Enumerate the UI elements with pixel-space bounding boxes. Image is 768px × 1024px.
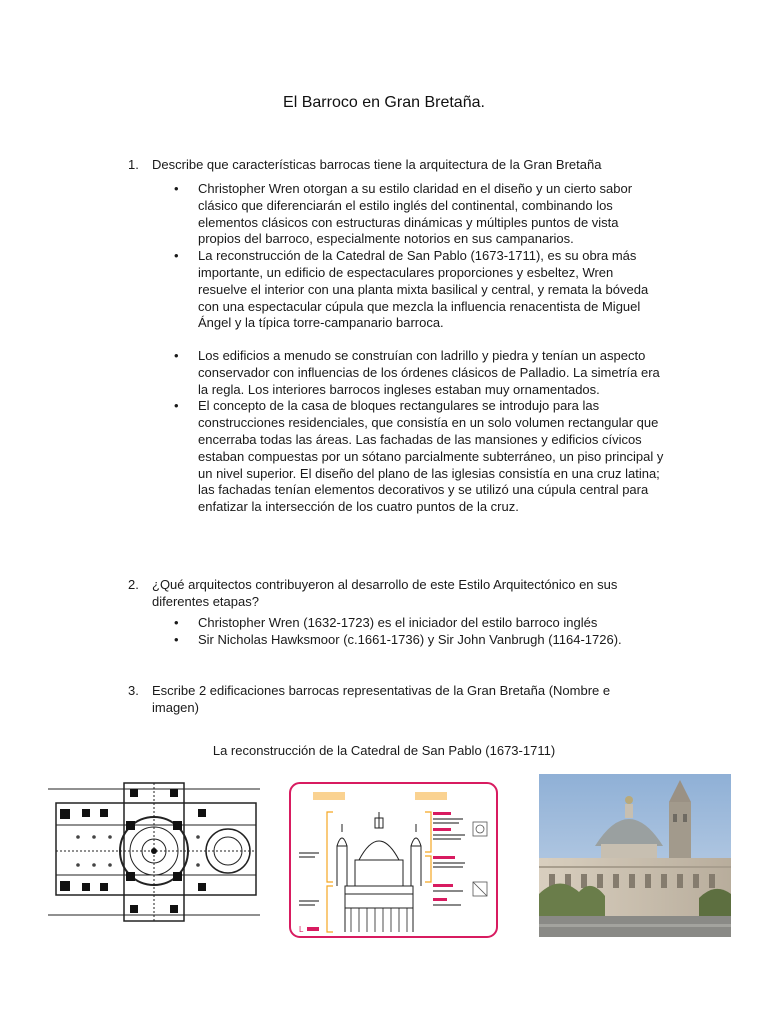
question-text: Describe que características barrocas tiene la arquitectura de la Gran Bretaña: [152, 157, 602, 172]
svg-text:L: L: [299, 925, 304, 934]
question-1-bullets-continued: [174, 348, 664, 516]
list-item: • Christopher Wren otorgan a su estilo claridad en el diseño y un cierto sabor clásico que diferenciarán el estilo inglés del continental, combinando los elementos clásicos con estructuras dinámicas y múltiples puntos de vista propios del barroco, especialmente notorios en sus campanarios.: [174, 181, 633, 247]
question-text: Escribe 2 edificaciones barrocas representativas de la Gran Bretaña (Nombre e imagen): [152, 683, 611, 715]
question-1-bullets: [174, 181, 664, 332]
bullet-icon: •: [174, 615, 179, 630]
question-number: 2.: [128, 577, 139, 592]
list-item: • El concepto de la casa de bloques rectangulares se introdujo para las construcciones residenciales, que consistía en un solo volumen rectangular que encerraba todas las áreas. Las fachadas de las mansiones y edificios cívicos estaban compuestas por un sótano parcialmente subterráneo, un piso principal y un nivel superior. El diseño del plano de las iglesias consistía en una cruz latina; las fachadas tenían elementos decorativos y se utilizó una cúpula central para enfatizar la intersección de los cuatro puntos de la cruz.: [174, 398, 664, 515]
floor-plan-image: [38, 775, 270, 931]
list-item: • Los edificios a menudo se construían con ladrillo y piedra y tenían un aspecto conservador con influencias de los órdenes clásicos de Palladio. La simetría era la regla. Los interiores barrocos ingleses estaban muy ornamentados.: [174, 348, 660, 397]
question-text: ¿Qué arquitectos contribuyeron al desarrollo de este Estilo Arquitectónico en sus diferentes etapas?: [152, 577, 618, 609]
question-2-bullets: [174, 615, 664, 649]
cathedral-photo-image: [539, 774, 731, 937]
bullet-icon: •: [174, 398, 179, 414]
bullet-icon: •: [174, 181, 179, 196]
cathedral-diagram-image: [289, 782, 498, 938]
list-item: • La reconstrucción de la Catedral de San Pablo (1673-1711), es su obra más importante, un edificio de espectaculares proporciones y esbeltez, Wren resuelve el interior con una planta mixta basilical y central, y remata la bóveda con una espectacular cúpula que mezcla la influencia renacentista de Miguel Ángel y la típica torre-campanario barroca.: [174, 248, 649, 331]
question-number: 1.: [128, 157, 139, 172]
bullet-icon: •: [174, 348, 179, 363]
question-number: 3.: [128, 683, 139, 698]
image-caption: La reconstrucción de la Catedral de San Pablo (1673-1711): [212, 743, 556, 758]
page-title: El Barroco en Gran Bretaña.: [283, 94, 485, 111]
bullet-icon: •: [174, 248, 179, 264]
list-item: • Christopher Wren (1632-1723) es el iniciador del estilo barroco inglés: [174, 615, 598, 630]
list-item: • Sir Nicholas Hawksmoor (c.1661-1736) y Sir John Vanbrugh (1164-1726).: [174, 631, 622, 647]
bullet-icon: •: [174, 631, 179, 647]
